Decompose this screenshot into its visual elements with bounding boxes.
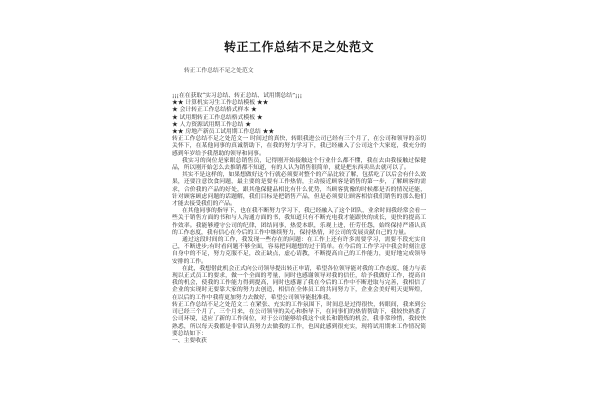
related-link-hr[interactable]: ★ 人力资源试用期工作总结 ★: [172, 121, 252, 128]
paragraph-5: 通过这段时间的工作，我发现一些存在的问题：在工作上还有许多需要学习，需要不段充实自己，不断进步;有时看问题不够全面，容易把问题想的过于简单。在今后的工作学习中我会时刻注意自身中的不足，努力克服不足，改正缺点，虚心请教，不断提高自己的工作能力，更好地完成领导安排的工作。: [172, 237, 426, 265]
paragraph-6: 在此，我想借此机会正式向公司领导提出转正申请，希望各位领导能对我的工作态度、能力与表现以正式员工的要求，做一个全面的考量，同时也感谢领导对我的信任，给予我做好工作，提高自我的机会，使我的工作能力得到提高，同时也感谢了我在今后的工作中不断进取与完善，我相信了企业的实现时无要靠大家的努力去创造，相信在全体员工的共同努力下，企业会美好明天更辉煌，在以后的工作中我将更加努力去做好，希望公司领导能批准我。: [172, 265, 426, 301]
section-heading: 一、主要收获: [172, 337, 207, 344]
related-link-intro[interactable]: ¡¡¡在在获取“实习总结、转正总结、试用期总结”¡¡¡: [172, 93, 303, 99]
document-body: [172, 38, 426, 345]
related-link-computer-intern[interactable]: ★★ 计算机实习生工作总结模板 ★★: [172, 100, 269, 107]
related-link-real-estate[interactable]: ★★ 房地产新员工试用期工作总结 ★★: [172, 129, 275, 136]
related-links: [172, 93, 426, 136]
document-subtitle: 转正工作总结不足之处范文: [184, 68, 254, 74]
paragraph-7: 转正工作总结不足之处范文二 在紧张、充实的工作氛围下，时间总是过得很快，转眼间，我来到公司已经三个月了，三个月来，在公司领导的关心和指导下，在同事们的热情帮助下，我较快熟悉了公司环境，适应了新的工作岗位，对于公司能够给我这个成长和锻炼的机会，我非常珍惜，我较快熟悉，所以每天我都是非常认真努力去做我的工作，也因此感到很充实，现将试用期来工作情况简要总结如下：: [172, 301, 426, 337]
paragraph-1: 转正工作总结不足之处范文一 时间过的真快，转眼我进公司已经有三个月了，在公司和领导的亲切关怀下，在某他同事的真诚帮助下，在我的努力学习下，我已经融入了公司这个大家庭，我充分的感到年岁给予我帮助的领导和同事。: [172, 136, 426, 157]
paragraph-3: 其实不是这样的，如果想做好这个行就必须要对整个的产品比较了解，包括吃了以后会有什么效果，还要注意饮食问题，最主要的是要有工作热情，主动接近顾客是销售的第一步，了解顾客的需求，合价我的产品的好处，跟其他保健品相比有什么优势，当顾客犹豫的时候都是否的情况还能，针对顾客顾虑问题的话题解，我们目标是把销售产品，但是必须要让顾客相信我们销售的那么他们才能去接受我们的产品。: [172, 172, 426, 208]
related-link-probation-template[interactable]: ★ 试用期转正工作总结格式模板 ★: [172, 114, 263, 121]
paragraph-2: 我实习的岗位是家眼总销售员，记得刚开始接触这个行业什么都不懂，我在去由我接触过保健品，所以刚开始怎么去推销都不知道，有的人认为销售很简单，就是把东西卖出去就可以了。: [172, 157, 426, 172]
related-link-accounting[interactable]: ★ 会计转正工作总结格式样本 ★: [172, 107, 257, 114]
document-title: 转正工作总结不足之处范文: [223, 40, 374, 54]
paragraph-4: 在其他同事的指导下，也在我不断努力学习下，我已经融入了这个团队，业余时间我经常会看一些关于销售方面的书和与人沟通方面的书，我知道只有不断充电我才能跟快的成长，更快的提高工作效率。我能够遵守公司的纪律，团结同事，热爱本职，乐观上进，任劳任怨，始终保持严谨认真的工作态度，我有信心在今后的工作中继续努力，保持热情，对公司的发展贡献自己的力量。: [172, 208, 426, 236]
